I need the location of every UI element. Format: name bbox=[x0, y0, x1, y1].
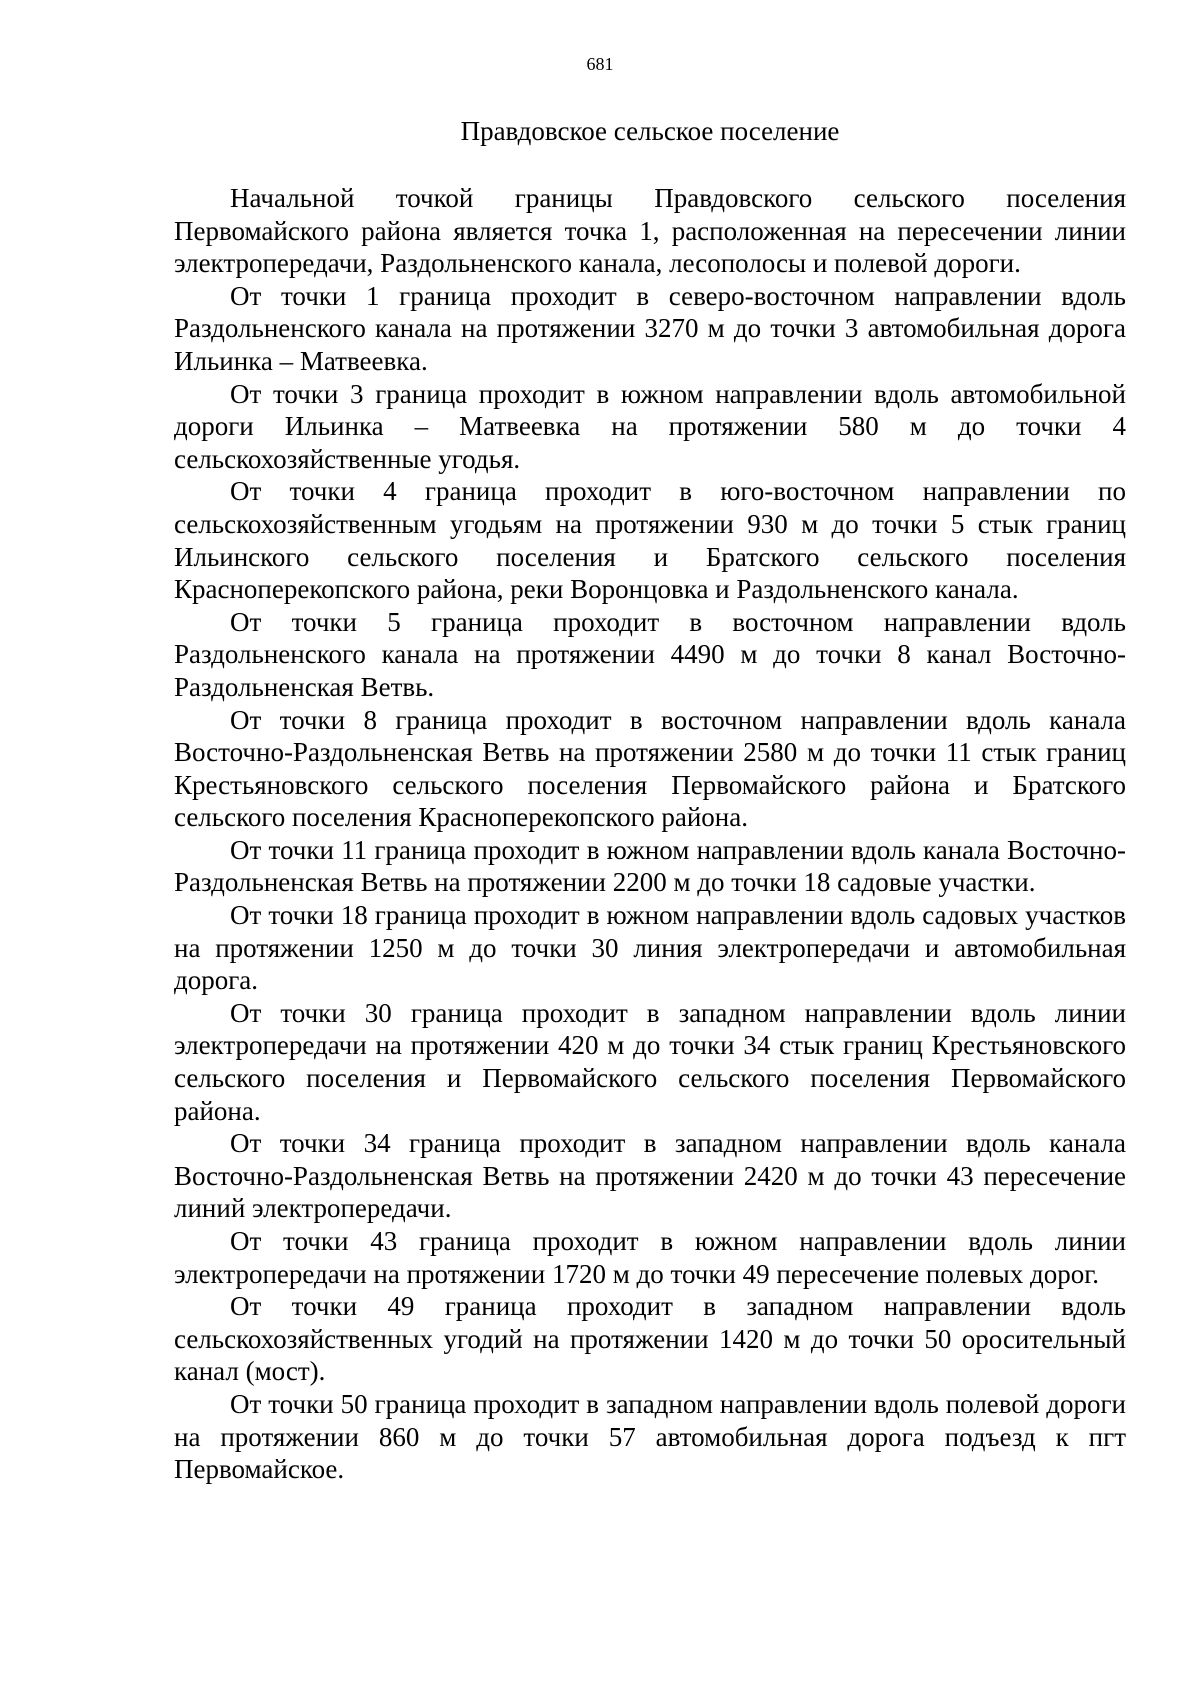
paragraph: От точки 4 граница проходит в юго-восточном направлении по сельскохозяйственным угодьям на протяжении 930 м до точки 5 стык границ Ильинского сельского поселения и Братского сельского поселения Красноперекопского района, реки Воронцовка и Раздольненского канала. bbox=[174, 476, 1126, 605]
paragraph: От точки 1 граница проходит в северо-восточном направлении вдоль Раздольненского канала на протяжении 3270 м до точки 3 автомобильная дорога Ильинка – Матвеевка. bbox=[174, 280, 1126, 376]
page-number: 681 bbox=[586, 54, 614, 74]
paragraph: От точки 50 граница проходит в западном направлении вдоль полевой дороги на протяжении 860 м до точки 57 автомобильная дорога подъезд к пгт Первомайское. bbox=[174, 1388, 1126, 1485]
document-body bbox=[174, 182, 1126, 1486]
paragraph: От точки 18 граница проходит в южном направлении вдоль садовых участков на протяжении 1250 м до точки 30 линия электропередачи и автомобильная дорога. bbox=[174, 900, 1126, 996]
paragraph: Начальной точкой границы Правдовского сельского поселения Первомайского района является точка 1, расположенная на пересечении линии электропередачи, Раздольненского канала, лесополосы и полевой дороги. bbox=[174, 183, 1126, 279]
paragraph: От точки 30 граница проходит в западном направлении вдоль линии электропередачи на протяжении 420 м до точки 34 стык границ Крестьяновского сельского поселения и Первомайского сельского поселения Первомайского района. bbox=[174, 997, 1126, 1126]
paragraph: От точки 5 граница проходит в восточном направлении вдоль Раздольненского канала на протяжении 4490 м до точки 8 канал Восточно-Раздольненская Ветвь. bbox=[174, 606, 1126, 702]
paragraph: От точки 11 граница проходит в южном направлении вдоль канала Восточно-Раздольненская Ветвь на протяжении 2200 м до точки 18 садовые участки. bbox=[174, 834, 1126, 898]
paragraph: От точки 43 граница проходит в южном направлении вдоль линии электропередачи на протяжении 1720 м до точки 49 пересечение полевых дорог. bbox=[174, 1226, 1126, 1289]
paragraph: От точки 3 граница проходит в южном направлении вдоль автомобильной дороги Ильинка – Матвеевка на протяжении 580 м до точки 4 сельскохозяйственные угодья. bbox=[174, 378, 1126, 474]
section-title: Правдовское сельское поселение bbox=[460, 116, 840, 146]
paragraph: От точки 49 граница проходит в западном направлении вдоль сельскохозяйственных угодий на протяжении 1420 м до точки 50 оросительный канал (мост). bbox=[174, 1291, 1126, 1387]
paragraph: От точки 8 граница проходит в восточном направлении вдоль канала Восточно-Раздольненская Ветвь на протяжении 2580 м до точки 11 стык границ Крестьяновского сельского поселения Первомайского района и Братского сельского поселения Красноперекопского района. bbox=[174, 704, 1126, 833]
paragraph: От точки 34 граница проходит в западном направлении вдоль канала Восточно-Раздольненская Ветвь на протяжении 2420 м до точки 43 пересечение линий электропередачи. bbox=[174, 1128, 1126, 1224]
